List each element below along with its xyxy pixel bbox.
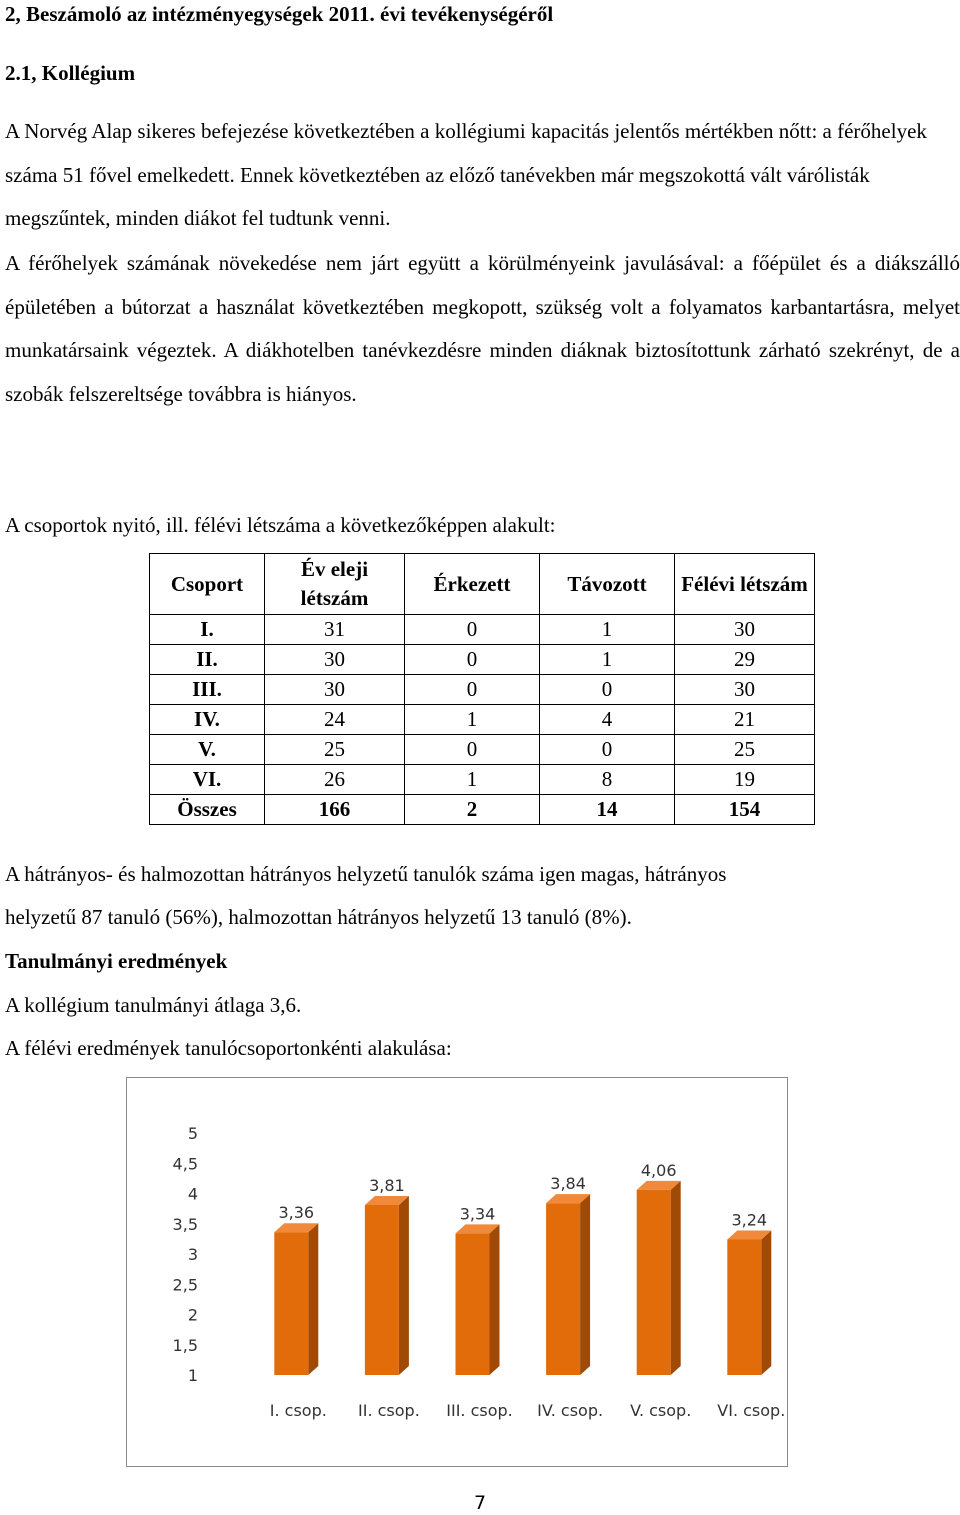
page-number: 7 <box>473 1492 487 1514</box>
bar-side <box>671 1181 681 1375</box>
value-cell: 30 <box>265 645 405 675</box>
table-row <box>150 645 815 675</box>
value-cell: 0 <box>540 735 675 765</box>
value-cell: 2 <box>405 795 540 825</box>
results-chart <box>126 1077 788 1467</box>
table-header-cell: Félévi létszám <box>675 554 815 615</box>
y-tick-label: 4 <box>187 1184 198 1204</box>
value-cell: 0 <box>405 615 540 645</box>
value-cell: 1 <box>405 705 540 735</box>
value-cell: 0 <box>405 735 540 765</box>
value-cell: 1 <box>540 615 675 645</box>
x-tick-label: VI. csop. <box>717 1401 786 1420</box>
value-cell: 1 <box>405 765 540 795</box>
table-row <box>150 735 815 765</box>
bar <box>546 1203 580 1375</box>
group-cell: II. <box>150 645 265 675</box>
value-cell: 8 <box>540 765 675 795</box>
table-row <box>150 615 815 645</box>
x-tick-label: IV. csop. <box>537 1401 604 1420</box>
group-headcount-table <box>149 553 815 825</box>
table-intro: A csoportok nyitó, ill. félévi létszáma a következőképpen alakult: <box>5 513 556 537</box>
disadvantaged-line-2: helyzetű 87 tanuló (56%), halmozottan hátrányos helyzetű 13 tanuló (8%). <box>5 905 632 929</box>
value-cell: 25 <box>265 735 405 765</box>
group-cell: III. <box>150 675 265 705</box>
value-cell: 4 <box>540 705 675 735</box>
value-cell: 30 <box>675 675 815 705</box>
value-cell: 30 <box>675 615 815 645</box>
bar-side <box>580 1194 590 1375</box>
bar <box>637 1190 671 1375</box>
table-row <box>150 765 815 795</box>
bar-side <box>308 1223 318 1375</box>
bar <box>274 1232 308 1375</box>
results-intro: A félévi eredmények tanulócsoportonkénti alakulása: <box>5 1036 452 1060</box>
y-tick-label: 4,5 <box>172 1154 198 1174</box>
group-cell: V. <box>150 735 265 765</box>
group-cell: I. <box>150 615 265 645</box>
table-header-cell: Év eleji létszám <box>265 554 405 615</box>
table-body <box>150 615 815 825</box>
data-label: 3,24 <box>731 1210 768 1230</box>
value-cell: 25 <box>675 735 815 765</box>
x-tick-label: II. csop. <box>358 1401 420 1420</box>
value-cell: 1 <box>540 645 675 675</box>
value-cell: 30 <box>265 675 405 705</box>
value-cell: 31 <box>265 615 405 645</box>
data-label: 3,81 <box>369 1175 405 1195</box>
results-average: A kollégium tanulmányi átlaga 3,6. <box>5 993 302 1017</box>
y-tick-label: 3,5 <box>172 1214 198 1234</box>
data-label: 3,84 <box>550 1174 586 1194</box>
y-tick-label: 1 <box>187 1366 198 1385</box>
group-cell: VI. <box>150 765 265 795</box>
results-heading: Tanulmányi eredmények <box>5 949 228 973</box>
table-header-cell: Érkezett <box>405 554 540 615</box>
table-row <box>150 705 815 735</box>
group-cell: Összes <box>150 795 265 825</box>
bar <box>727 1239 761 1375</box>
bar-side <box>761 1230 771 1375</box>
y-tick-label: 2 <box>187 1305 198 1325</box>
data-label: 4,06 <box>640 1160 677 1180</box>
value-cell: 21 <box>675 705 815 735</box>
x-tick-label: III. csop. <box>446 1401 513 1420</box>
value-cell: 19 <box>675 765 815 795</box>
y-tick-label: 3 <box>187 1245 198 1264</box>
subsection-heading: 2.1, Kollégium <box>5 61 136 85</box>
data-label: 3,36 <box>278 1203 315 1223</box>
x-tick-label: I. csop. <box>269 1401 327 1420</box>
value-cell: 14 <box>540 795 675 825</box>
table-header-cell: Távozott <box>540 554 675 615</box>
y-tick-label: 2,5 <box>172 1275 198 1295</box>
paragraph-capacity: A Norvég Alap sikeres befejezése következtében a kollégiumi kapacitás jelentős mértékben nőtt: a férőhelyek száma 51 fővel emelkedett. Ennek következtében az előző tanévekben már megszokottá vált várólisták megszűntek, minden diákot fel tudtunk venni. <box>5 119 927 230</box>
chart-canvas <box>127 1078 787 1466</box>
table-header-row <box>150 554 815 615</box>
bar <box>456 1233 490 1375</box>
table-total-row <box>150 795 815 825</box>
table-row <box>150 675 815 705</box>
value-cell: 166 <box>265 795 405 825</box>
value-cell: 26 <box>265 765 405 795</box>
y-tick-label: 1,5 <box>172 1335 198 1355</box>
section-heading: 2, Beszámoló az intézményegységek 2011. évi tevékenységéről <box>5 2 554 26</box>
bar-side <box>399 1196 409 1375</box>
data-label: 3,34 <box>459 1204 496 1224</box>
bar-side <box>490 1224 500 1375</box>
value-cell: 29 <box>675 645 815 675</box>
value-cell: 154 <box>675 795 815 825</box>
disadvantaged-line-1: A hátrányos- és halmozottan hátrányos helyzetű tanulók száma igen magas, hátrányos <box>5 862 727 886</box>
table-header-cell: Csoport <box>150 554 265 615</box>
x-tick-label: V. csop. <box>630 1401 692 1420</box>
bar <box>365 1205 399 1375</box>
value-cell: 0 <box>405 675 540 705</box>
value-cell: 24 <box>265 705 405 735</box>
paragraph-conditions: A férőhelyek számának növekedése nem járt együtt a körülményeink javulásával: a főépület és a diákszálló épületében a bútorzat a használat következtében megkopott, szükség volt a folyamatos karbantartásra, melyet munkatársaink végeztek. A diákhotelben tanévkezdésre minden diáknak biztosítottunk zárható szekrényt, de a szobák felszereltsége továbbra is hiányos. <box>5 251 960 406</box>
y-tick-label: 5 <box>187 1124 198 1143</box>
group-cell: IV. <box>150 705 265 735</box>
value-cell: 0 <box>405 645 540 675</box>
value-cell: 0 <box>540 675 675 705</box>
